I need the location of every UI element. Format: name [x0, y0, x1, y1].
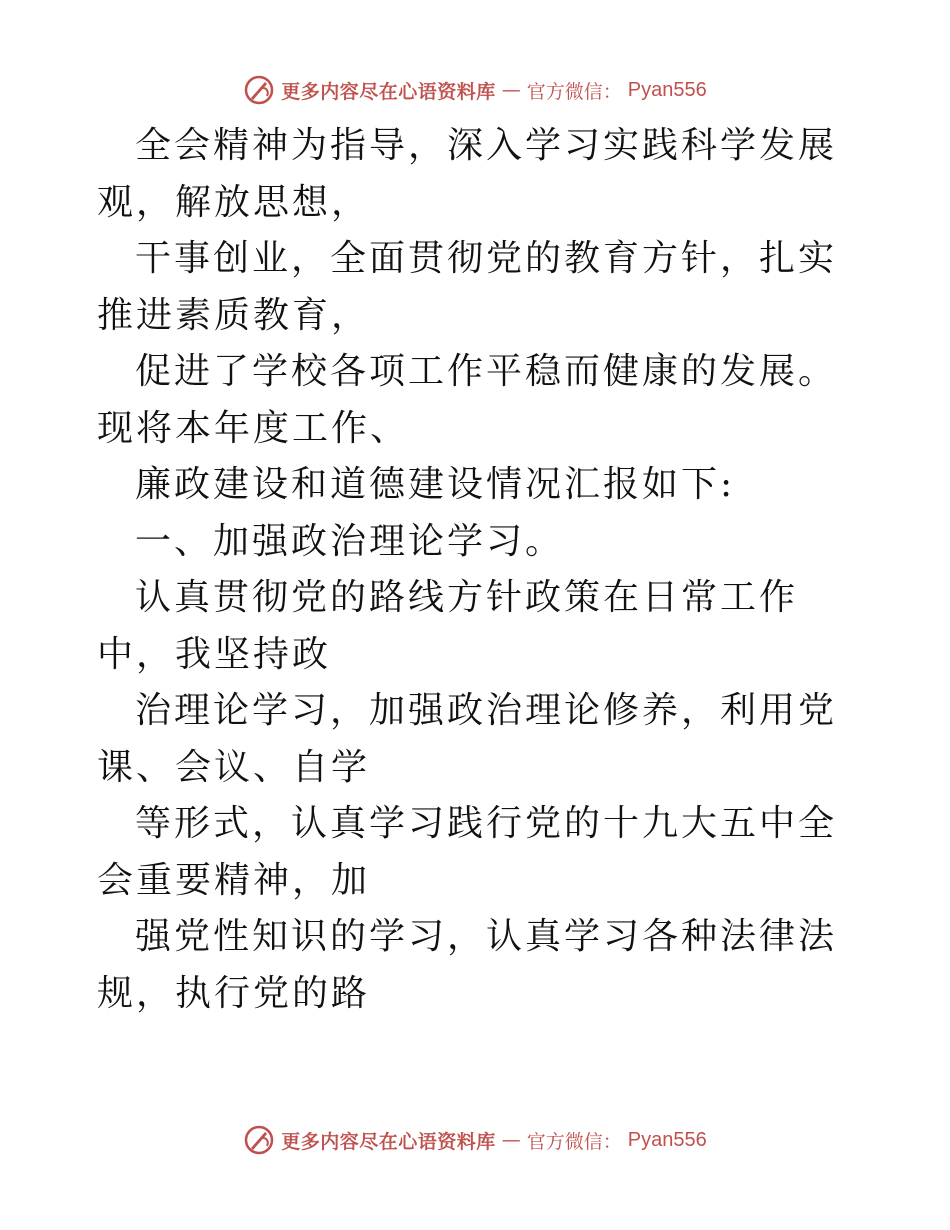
footer-watermark — [0, 1120, 950, 1160]
quill-logo-icon — [243, 74, 275, 106]
paragraph: 廉政建设和道德建设情况汇报如下: — [135, 464, 736, 505]
header-watermark — [0, 70, 950, 110]
watermark-label: 官方微信： — [526, 80, 622, 103]
document-body — [97, 118, 857, 1022]
watermark-brand: 更多内容尽在心语资料库 — [281, 1130, 496, 1153]
watermark-separator: — — [501, 79, 521, 101]
watermark-wechat-id: Pyan556 — [627, 78, 707, 101]
watermark-separator: — — [501, 1129, 521, 1151]
paragraph: 全会精神为指导，深入学习实践科学发展观，解放思想， — [97, 125, 838, 223]
paragraph: 促进了学校各项工作平稳而健康的发展。现将本年度工作、 — [97, 351, 838, 449]
section-heading: 一、加强政治理论学习。 — [135, 520, 565, 562]
paragraph: 强党性知识的学习，认真学习各种法律法规，执行党的路 — [97, 916, 838, 1014]
paragraph: 认真贯彻党的路线方针政策在日常工作中，我坚持政 — [97, 577, 799, 675]
paragraph: 等形式，认真学习践行党的十九大五中全会重要精神，加 — [97, 803, 838, 901]
watermark-brand: 更多内容尽在心语资料库 — [281, 80, 496, 103]
paragraph: 治理论学习，加强政治理论修养，利用党课、会议、自学 — [97, 690, 838, 788]
quill-logo-icon — [243, 1124, 275, 1156]
paragraph: 干事创业，全面贯彻党的教育方针，扎实推进素质教育， — [97, 238, 838, 336]
watermark-label: 官方微信： — [526, 1130, 622, 1153]
watermark-wechat-id: Pyan556 — [627, 1128, 707, 1151]
